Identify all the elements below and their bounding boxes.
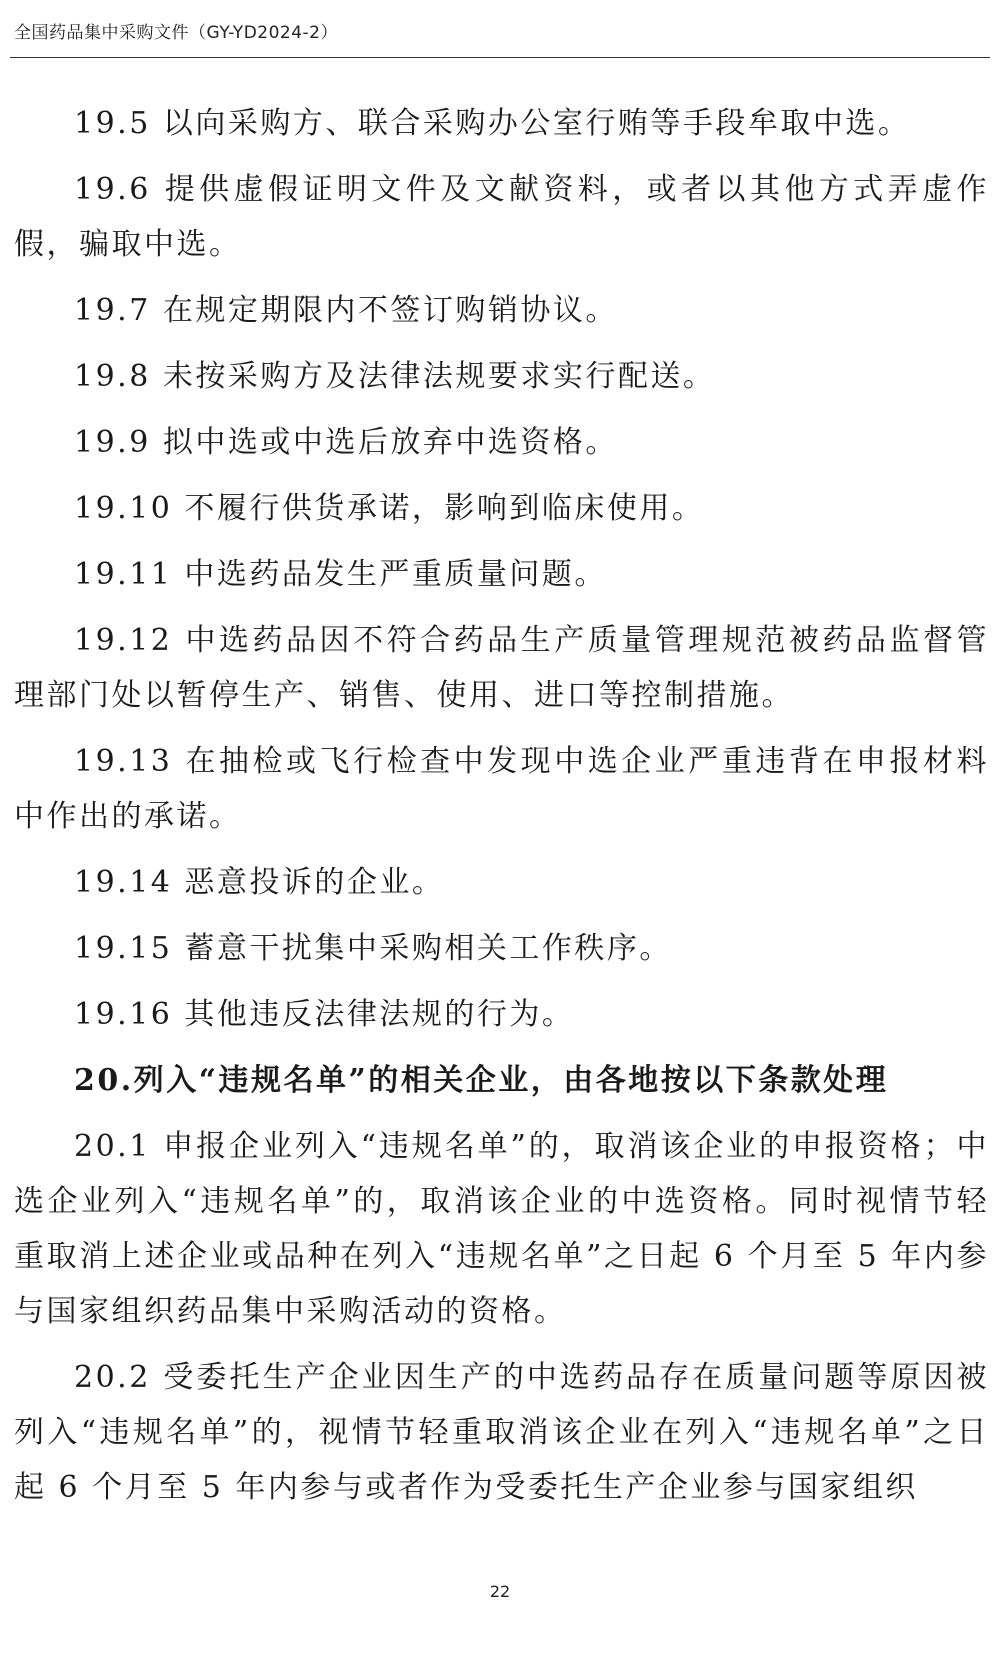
clause-19-16: 19.16 其他违反法律法规的行为。: [74, 997, 575, 1032]
clause-20-2: 20.2 受委托生产企业因生产的中选药品存在质量问题等原因被列入“违规名单”的，视情节轻重取消该企业在列入“违规名单”之日起 6 个月至 5 年内参与或者作为受委托生产企业参与国家组织: [14, 1360, 989, 1505]
document-header-title: 全国药品集中采购文件（GY-YD2024-2）: [14, 23, 338, 43]
clause-19-8: 19.8 未按采购方及法律法规要求实行配送。: [74, 359, 716, 394]
clause-19-12: 19.12 中选药品因不符合药品生产质量管理规范被药品监督管理部门处以暂停生产、销售、使用、进口等控制措施。: [14, 623, 989, 713]
clause-19-7: 19.7 在规定期限内不签订购销协议。: [74, 293, 618, 328]
clause-19-5: 19.5 以向采购方、联合采购办公室行贿等手段牟取中选。: [74, 106, 911, 141]
clause-19-15: 19.15 蓄意干扰集中采购相关工作秩序。: [74, 931, 672, 966]
clause-19-10: 19.10 不履行供货承诺，影响到临床使用。: [74, 491, 705, 526]
section-20-heading: 20.列入“违规名单”的相关企业，由各地按以下条款处理: [74, 1063, 889, 1098]
document-body: [14, 96, 989, 1526]
clause-20-1: 20.1 申报企业列入“违规名单”的，取消该企业的申报资格；中选企业列入“违规名单”的，取消该企业的中选资格。同时视情节轻重取消上述企业或品种在列入“违规名单”之日起 6 个月至 5 年内参与国家组织药品集中采购活动的资格。: [14, 1129, 989, 1329]
clause-19-9: 19.9 拟中选或中选后放弃中选资格。: [74, 425, 618, 460]
page-number: 22: [489, 1582, 511, 1601]
header-divider: [10, 57, 990, 58]
clause-19-6: 19.6 提供虚假证明文件及文献资料，或者以其他方式弄虚作假，骗取中选。: [14, 172, 989, 262]
clause-19-13: 19.13 在抽检或飞行检查中发现中选企业严重违背在申报材料中作出的承诺。: [14, 744, 989, 834]
clause-19-14: 19.14 恶意投诉的企业。: [74, 865, 445, 900]
clause-19-11: 19.11 中选药品发生严重质量问题。: [74, 557, 607, 592]
